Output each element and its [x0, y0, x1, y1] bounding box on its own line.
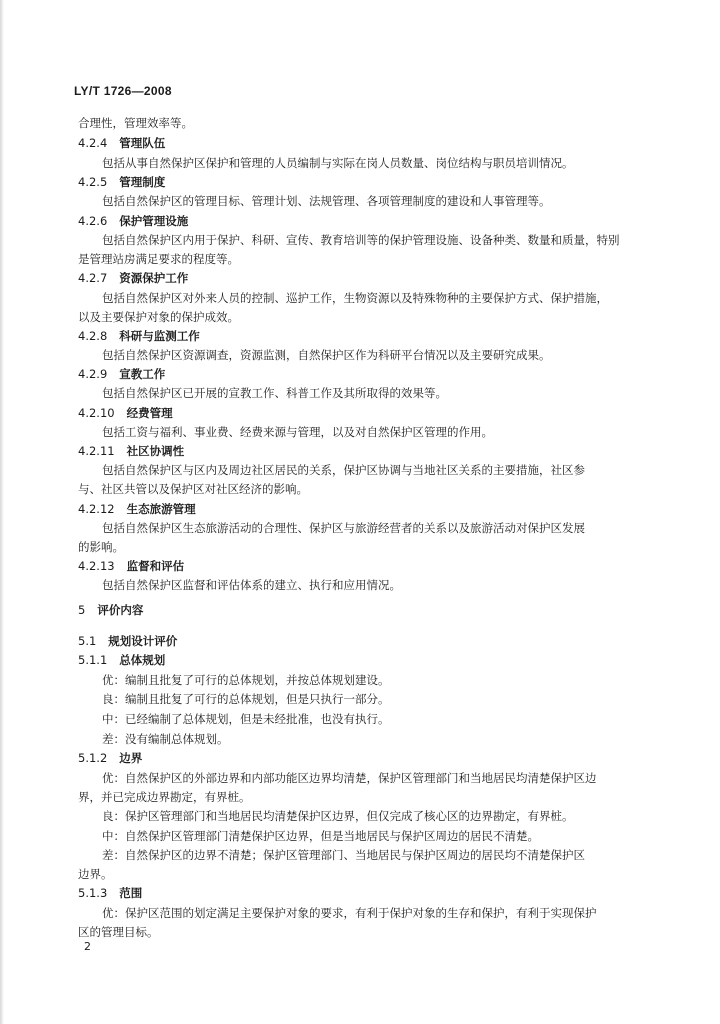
paragraph-line: 优：保护区范围的划定满足主要保护对象的要求，有利于保护对象的生存和保护，有利于实现保护	[102, 906, 597, 920]
paragraph-line: 的影响。	[78, 540, 124, 554]
paragraph-line: 与、社区共管以及保护区对社区经济的影响。	[78, 482, 308, 496]
paragraph-line: 边界。	[78, 867, 113, 881]
paragraph-line: 界，并已完成边界勘定，有界桩。	[78, 790, 251, 804]
section-title: 科研与监测工作	[119, 329, 200, 343]
chapter-number: 5	[78, 603, 86, 617]
paragraph-line: 良：保护区管理部门和当地居民均清楚保护区边界，但仅完成了核心区的边界勘定，有界桩。	[102, 809, 574, 823]
section-title: 规划设计评价	[108, 634, 178, 648]
section-number: 4.2.7	[78, 271, 108, 285]
section-number: 4.2.9	[78, 367, 108, 381]
paragraph-line: 中：已经编制了总体规划，但是未经批准，也没有执行。	[102, 712, 390, 726]
section-number: 5.1	[78, 634, 97, 648]
section-number: 4.2.13	[78, 559, 115, 573]
section-title: 保护管理设施	[119, 214, 189, 228]
paragraph-line: 包括自然保护区对外来人员的控制、巡护工作，生物资源以及特殊物种的主要保护方式、保护措施，	[102, 291, 608, 305]
paragraph-line: 包括自然保护区内用于保护、科研、宣传、教育培训等的保护管理设施、设备种类、数量和质量，特别	[102, 233, 620, 247]
paragraph-line: 包括工资与福利、事业费、经费来源与管理，以及对自然保护区管理的作用。	[102, 425, 493, 439]
section-title: 管理队伍	[119, 136, 166, 150]
scan-edge	[0, 0, 4, 1024]
paragraph-line: 合理性，管理效率等。	[78, 116, 193, 130]
section-number: 4.2.5	[78, 175, 108, 189]
section-title: 总体规划	[119, 653, 166, 667]
section-heading-5-1-3	[78, 885, 142, 901]
section-heading-5-1	[78, 633, 177, 649]
section-number: 5.1.2	[78, 751, 108, 765]
section-number: 4.2.12	[78, 502, 115, 516]
section-title: 经费管理	[126, 406, 173, 420]
section-heading-4-2-7	[78, 270, 188, 286]
section-title: 范围	[119, 886, 143, 900]
section-heading-4-2-8	[78, 328, 200, 344]
paragraph-line: 包括自然保护区监督和评估体系的建立、执行和应用情况。	[102, 578, 401, 592]
paragraph-line: 中：自然保护区管理部门清楚保护区边界，但是当地居民与保护区周边的居民不清楚。	[102, 829, 539, 843]
paragraph-line: 包括自然保护区与区内及周边社区居民的关系，保护区协调与当地社区关系的主要措施，社区参	[102, 463, 585, 477]
section-title: 边界	[119, 751, 143, 765]
paragraph-line: 是管理站房满足要求的程度等。	[78, 252, 239, 266]
paragraph-line: 包括自然保护区生态旅游活动的合理性、保护区与旅游经营者的关系以及旅游活动对保护区发展	[102, 521, 585, 535]
paragraph-line: 包括自然保护区已开展的宣教工作、科普工作及其所取得的效果等。	[102, 386, 447, 400]
section-title: 监督和评估	[126, 559, 185, 573]
paragraph-line: 包括自然保护区资源调查，资源监测，自然保护区作为科研平台情况以及主要研究成果。	[102, 348, 551, 362]
section-title: 资源保护工作	[119, 271, 189, 285]
paragraph-line: 区的管理目标。	[78, 925, 159, 939]
section-number: 4.2.11	[78, 444, 115, 458]
section-title: 社区协调性	[126, 444, 185, 458]
section-heading-5-1-1	[78, 652, 165, 668]
section-heading-4-2-12	[78, 501, 196, 517]
section-number: 4.2.4	[78, 136, 108, 150]
section-heading-4-2-5	[78, 174, 165, 190]
paragraph-line: 良：编制且批复了可行的总体规划，但是只执行一部分。	[102, 692, 390, 706]
standard-code: LY/T 1726—2008	[74, 84, 172, 98]
paragraph-line: 包括从事自然保护区保护和管理的人员编制与实际在岗人员数量、岗位结构与职员培训情况。	[102, 156, 574, 170]
paragraph-line: 差：没有编制总体规划。	[102, 732, 229, 746]
section-number: 4.2.8	[78, 329, 108, 343]
section-heading-4-2-9	[78, 366, 165, 382]
paragraph-line: 差：自然保护区的边界不清楚；保护区管理部门、当地居民与保护区周边的居民均不清楚保护区	[102, 848, 585, 862]
section-title: 管理制度	[119, 175, 166, 189]
paragraph-line: 优：自然保护区的外部边界和内部功能区边界均清楚，保护区管理部门和当地居民均清楚保护区边	[102, 771, 597, 785]
paragraph-line: 以及主要保护对象的保护成效。	[78, 310, 239, 324]
chapter-heading-5	[78, 602, 143, 618]
section-number: 5.1.3	[78, 886, 108, 900]
section-number: 4.2.6	[78, 214, 108, 228]
paragraph-line: 包括自然保护区的管理目标、管理计划、法规管理、各项管理制度的建设和人事管理等。	[102, 194, 551, 208]
section-number: 5.1.1	[78, 653, 108, 667]
chapter-title: 评价内容	[97, 603, 144, 617]
page-number: 2	[84, 940, 91, 953]
section-heading-4-2-13	[78, 558, 184, 574]
section-heading-5-1-2	[78, 750, 142, 766]
section-heading-4-2-11	[78, 443, 184, 459]
section-title: 生态旅游管理	[126, 502, 196, 516]
paragraph-line: 优：编制且批复了可行的总体规划，并按总体规划建设。	[102, 673, 390, 687]
section-title: 宣教工作	[119, 367, 166, 381]
section-number: 4.2.10	[78, 406, 115, 420]
section-heading-4-2-4	[78, 135, 165, 151]
section-heading-4-2-6	[78, 213, 188, 229]
section-heading-4-2-10	[78, 405, 173, 421]
